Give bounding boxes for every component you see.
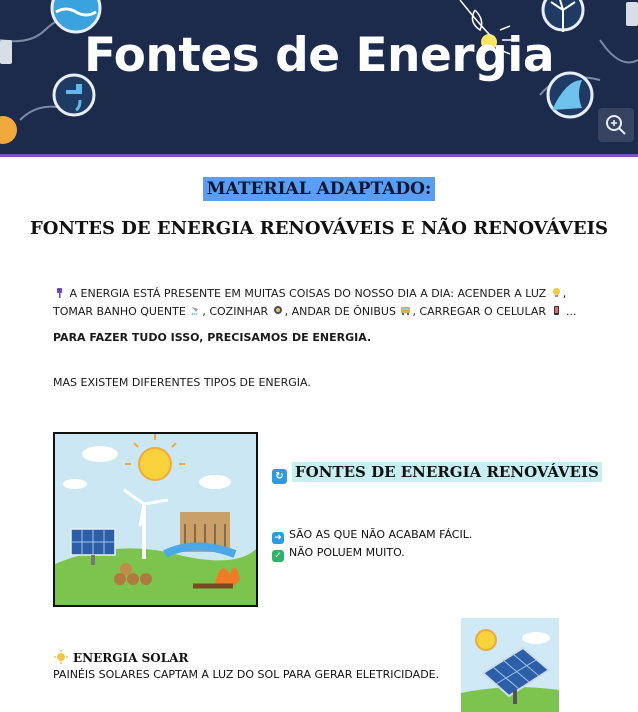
bus-icon bbox=[400, 305, 411, 316]
page-title: Fontes de Energia bbox=[83, 28, 555, 83]
intro-text-2a: TOMAR BANHO QUENTE bbox=[53, 305, 186, 318]
solar-panel-image bbox=[461, 618, 559, 712]
cycle-icon: ↻ bbox=[272, 469, 287, 484]
intro-text-2d: , CARREGAR O CELULAR bbox=[412, 305, 547, 318]
renewables-heading-row bbox=[272, 463, 602, 484]
material-label: MATERIAL ADAPTADO: bbox=[203, 177, 435, 201]
intro-bold-line: PARA FAZER TUDO ISSO, PRECISAMOS DE ENERGIA. bbox=[53, 331, 372, 344]
intro-text-2e: ... bbox=[566, 305, 577, 318]
frying-pan-icon bbox=[273, 305, 284, 316]
list-item-text: NÃO POLUEM MUITO. bbox=[289, 546, 405, 559]
intro-line-2 bbox=[53, 303, 593, 321]
zoom-in-icon bbox=[598, 108, 634, 142]
check-icon: ✓ bbox=[272, 550, 284, 562]
list-item-text: SÃO AS QUE NÃO ACABAM FÁCIL. bbox=[289, 528, 473, 541]
mobile-phone-icon bbox=[551, 305, 562, 316]
intro-line-1 bbox=[53, 285, 593, 303]
plug-icon bbox=[54, 287, 65, 298]
list-item bbox=[272, 526, 472, 544]
header-banner bbox=[0, 0, 638, 154]
renewables-heading: FONTES DE ENERGIA RENOVÁVEIS bbox=[292, 462, 602, 482]
shower-icon bbox=[190, 305, 201, 316]
intro-text-2b: , COZINHAR bbox=[202, 305, 269, 318]
renewables-illustration bbox=[53, 432, 258, 607]
solar-heading: ENERGIA SOLAR bbox=[73, 651, 189, 665]
intro-text-1b: , bbox=[562, 287, 567, 300]
solar-panel-illustration bbox=[461, 618, 559, 712]
renewables-scene-image bbox=[55, 434, 256, 605]
solar-heading-row bbox=[53, 650, 188, 665]
list-item bbox=[272, 544, 472, 562]
arrow-right-icon: ➜ bbox=[272, 532, 284, 544]
zoom-button[interactable] bbox=[598, 108, 634, 142]
solar-description: PAINÉIS SOLARES CAPTAM A LUZ DO SOL PARA GERAR ELETRICIDADE. bbox=[53, 668, 440, 681]
sun-icon bbox=[54, 650, 68, 664]
banner-border bbox=[0, 154, 638, 157]
light-bulb-icon bbox=[551, 287, 562, 298]
intro-text-2c: , ANDAR DE ÔNIBUS bbox=[284, 305, 396, 318]
page-subtitle: FONTES DE ENERGIA RENOVÁVEIS E NÃO RENOVÁVEIS bbox=[29, 218, 609, 239]
types-line: MAS EXISTEM DIFERENTES TIPOS DE ENERGIA. bbox=[53, 376, 311, 389]
renewables-list bbox=[272, 526, 472, 562]
intro-text-1a: A ENERGIA ESTÁ PRESENTE EM MUITAS COISAS DO NOSSO DIA A DIA: ACENDER A LUZ bbox=[69, 287, 547, 300]
intro-paragraph bbox=[53, 285, 593, 321]
material-label-row bbox=[0, 177, 638, 201]
